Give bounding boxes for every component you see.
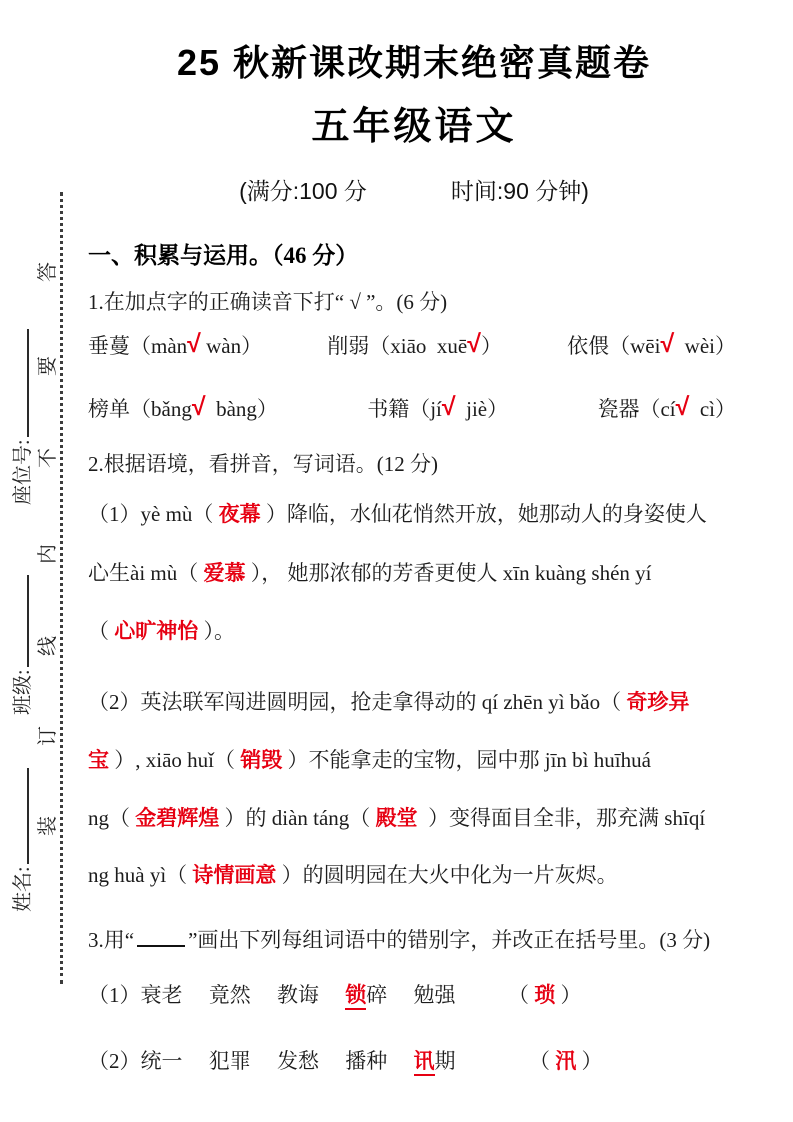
binding-char: 答	[37, 262, 59, 282]
check-mark: √	[187, 330, 201, 358]
exam-content	[88, 0, 740, 1078]
exam-meta	[88, 176, 740, 206]
binding-char: 线	[37, 636, 59, 656]
class-field	[8, 575, 38, 715]
exam-subtitle: 五年级语文	[311, 106, 517, 148]
answer-text: 汛	[555, 1050, 577, 1073]
binding-char: 装	[37, 816, 59, 836]
pinyin-text: cì）	[689, 397, 736, 421]
pinyin-text: 依偎（wēi	[567, 334, 661, 358]
pinyin-choice-item	[567, 330, 736, 362]
text-segment: ng（	[88, 806, 136, 830]
answer-text: 宝	[88, 749, 109, 772]
name-field	[8, 768, 38, 912]
answer-text: 爱慕	[203, 562, 246, 585]
pinyin-text: 垂蔓（màn	[88, 334, 188, 358]
question-2-stem: 2.根据语境，看拼音，写词语。(12 分)	[88, 452, 438, 476]
pinyin-choice-item	[597, 393, 736, 425]
q3-stem-text: 3.用“	[88, 928, 135, 952]
pinyin-choice-item	[88, 393, 278, 425]
full-score-label: (满分:100 分	[239, 178, 367, 204]
q3-row2	[88, 1045, 740, 1078]
blank-underline	[137, 942, 185, 947]
q2-item1-line3	[88, 615, 740, 648]
text-segment: ）， 她那浓郁的芳香更使人 xīn kuàng shén yí	[245, 561, 652, 585]
answer-text: 锁	[345, 984, 366, 1010]
pinyin-choice-item	[367, 393, 508, 425]
text-segment: 期	[434, 1049, 456, 1073]
q3-row1	[88, 979, 740, 1012]
binding-char: 订	[37, 726, 59, 746]
answer-text: 销毁	[240, 749, 283, 772]
text-segment: （1）衰老 竟然 教诲	[88, 983, 346, 1007]
answer-text: 夜幕	[218, 503, 261, 526]
text-segment: ）, xiāo huǐ（	[109, 748, 241, 772]
pinyin-text: bàng）	[205, 397, 278, 421]
binding-char: 不	[37, 448, 59, 468]
text-segment: 心生ài mù（	[88, 561, 204, 585]
q2-item2-line1	[88, 686, 740, 719]
text-segment: ）的圆明园在大火中化为一片灰烬。	[276, 863, 618, 887]
text-segment: （2）统一 犯罪 发愁 播种	[88, 1049, 414, 1073]
binding-dotted-line	[60, 192, 63, 984]
pinyin-text: wàn）	[200, 334, 263, 358]
pinyin-text: jiè）	[455, 397, 509, 421]
check-mark: √	[441, 393, 456, 421]
binding-char: 要	[37, 356, 59, 376]
class-label: 班级:	[12, 669, 34, 715]
class-blank	[24, 575, 29, 667]
check-mark: √	[660, 330, 675, 358]
text-segment: ）	[555, 983, 582, 1007]
text-segment: ）。	[198, 619, 235, 643]
pinyin-text: 书籍（jí	[367, 397, 442, 421]
answer-text: 奇珍异	[626, 691, 690, 714]
text-segment: ng huà yì（	[88, 863, 193, 887]
seat-number-field	[8, 329, 38, 505]
answer-text: 金碧辉煌	[135, 807, 220, 830]
name-label: 姓名:	[12, 866, 34, 912]
text-segment: ）不能拿走的宝物，园中那 jīn bì huīhuá	[282, 748, 651, 772]
seat-number-label: 座位号:	[12, 439, 34, 505]
section-1-heading: 一、积累与运用。（46 分）	[88, 243, 359, 268]
text-segment: （2）英法联军闯进圆明园，抢走拿得动的 qí zhēn yì bǎo（	[88, 690, 627, 714]
text-segment: ）变得面目全非，那充满 shīqí	[417, 806, 706, 830]
q1-pinyin-row-1	[88, 330, 736, 362]
q3-stem-text: ”画出下列每组词语中的错别字，并改正在括号里。(3 分)	[188, 928, 711, 952]
answer-text: 殿堂	[375, 807, 418, 830]
text-segment: （	[455, 1049, 556, 1073]
pinyin-text: 瓷器（cí	[597, 397, 676, 421]
pinyin-choice-item	[88, 330, 262, 362]
q2-item1-line1	[88, 498, 740, 531]
check-mark: √	[675, 393, 690, 421]
seat-number-blank	[24, 329, 29, 437]
q2-item2-line4	[88, 859, 740, 892]
check-mark: √	[467, 330, 481, 358]
pinyin-text: 削弱（xiāo xuē	[327, 334, 468, 358]
pinyin-text: ）	[480, 334, 502, 358]
text-segment: （1）yè mù（	[88, 502, 219, 526]
pinyin-choice-item	[327, 330, 502, 362]
q2-item1-line2	[88, 557, 740, 590]
answer-text: 心旷神怡	[114, 620, 199, 643]
answer-text: 诗情画意	[192, 864, 277, 887]
text-segment: 碎 勉强	[366, 983, 456, 1007]
check-mark: √	[191, 393, 206, 421]
text-segment: ）降临，水仙花悄然开放，她那动人的身姿使人	[260, 502, 707, 526]
exam-title: 25 秋新课改期末绝密真题卷	[176, 42, 652, 83]
question-1-stem: 1.在加点字的正确读音下打“ √ ”。(6 分)	[88, 290, 448, 314]
binding-char: 内	[37, 544, 59, 564]
name-blank	[24, 768, 29, 864]
answer-text: 讯	[414, 1050, 435, 1076]
pinyin-text: 榜单（bǎng	[88, 397, 192, 421]
answer-text: 琐	[534, 984, 556, 1007]
q1-pinyin-row-2	[88, 393, 736, 425]
pinyin-text: wèi）	[674, 334, 736, 358]
time-limit-label: 时间:90 分钟)	[450, 178, 589, 204]
text-segment: （	[88, 619, 115, 643]
q2-item2-line2	[88, 744, 740, 777]
text-segment: （	[455, 983, 535, 1007]
text-segment: ）	[576, 1049, 603, 1073]
q2-item2-line3	[88, 802, 740, 835]
question-3-stem	[88, 924, 740, 956]
text-segment: ）的 diàn táng（	[219, 806, 376, 830]
